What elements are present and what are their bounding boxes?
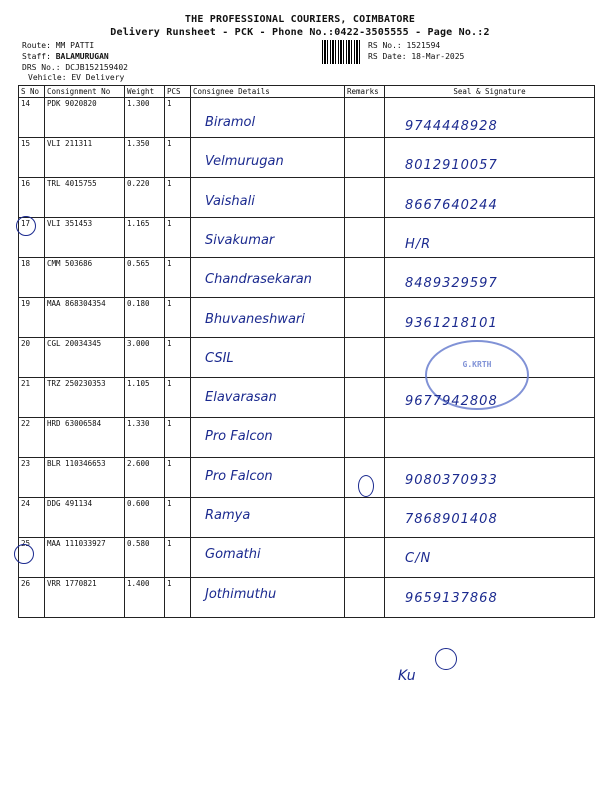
- cell-sno: 20: [19, 338, 45, 378]
- signature-phone: 9659137868: [405, 590, 498, 606]
- table-row: [19, 498, 595, 538]
- cell-consignment: BLR 110346653: [45, 458, 125, 498]
- cell-weight: 0.580: [125, 538, 165, 578]
- cell-sno: 22: [19, 418, 45, 458]
- vehicle-info: Vehicle: EV Delivery: [28, 73, 125, 82]
- barcode: [322, 40, 362, 64]
- row-23-circle-mark: [358, 475, 374, 497]
- consignee-name: Velmurugan: [205, 154, 284, 170]
- cell-weight: 3.000: [125, 338, 165, 378]
- signature-phone: 8012910057: [405, 158, 498, 174]
- cell-sno: 23: [19, 458, 45, 498]
- footer-initials: Ku: [398, 668, 416, 684]
- cell-weight: 2.600: [125, 458, 165, 498]
- signature-phone: 9361218101: [405, 315, 498, 331]
- route-info: Route: MM PATTI: [22, 41, 95, 50]
- signature-phone: 8489329597: [405, 276, 498, 292]
- signature-phone: C/N: [405, 551, 432, 567]
- cell-weight: 1.300: [125, 98, 165, 138]
- table-row: [19, 458, 595, 498]
- cell-consignment: VLI 211311: [45, 138, 125, 178]
- consignee-name: Pro Falcon: [205, 429, 273, 445]
- consignee-name: CSIL: [205, 350, 234, 366]
- signature-phone: 8667640244: [405, 197, 498, 213]
- cell-remarks: [345, 578, 385, 618]
- document-subtitle: Delivery Runsheet - PCK - Phone No.:0422-3505555 - Page No.:2: [110, 27, 490, 38]
- cell-weight: 0.180: [125, 298, 165, 338]
- table-row: [19, 578, 595, 618]
- consignee-name: Bhuvaneshwari: [205, 311, 305, 327]
- cell-remarks: [345, 218, 385, 258]
- cell-remarks: [345, 178, 385, 218]
- consignee-name: Gomathi: [205, 547, 261, 563]
- cell-consignment: VLI 351453: [45, 218, 125, 258]
- cell-sno: 19: [19, 298, 45, 338]
- cell-remarks: [345, 138, 385, 178]
- col-pcs: PCS: [165, 86, 191, 98]
- rs-date: RS Date: 18-Mar-2025: [368, 52, 465, 61]
- cell-sno: 26: [19, 578, 45, 618]
- table-row: [19, 298, 595, 338]
- cell-sno: 14: [19, 98, 45, 138]
- cell-consignment: MAA 868304354: [45, 298, 125, 338]
- cell-pcs: 1: [165, 378, 191, 418]
- drs-number: DRS No.: DCJB152159402: [22, 63, 128, 72]
- cell-pcs: 1: [165, 538, 191, 578]
- cell-consignment: MAA 111033927: [45, 538, 125, 578]
- cell-consignment: DDG 491134: [45, 498, 125, 538]
- cell-consignment: CGL 20034345: [45, 338, 125, 378]
- cell-pcs: 1: [165, 498, 191, 538]
- col-signature: Seal & Signature: [385, 86, 595, 98]
- cell-remarks: [345, 258, 385, 298]
- cell-remarks: [345, 378, 385, 418]
- table-row: [19, 218, 595, 258]
- staff-label: Staff:: [22, 52, 56, 61]
- cell-remarks: [345, 538, 385, 578]
- cell-remarks: [345, 98, 385, 138]
- cell-sno: 21: [19, 378, 45, 418]
- cell-sno: 17: [19, 218, 45, 258]
- cell-weight: 1.350: [125, 138, 165, 178]
- consignee-name: Chandrasekaran: [205, 272, 312, 288]
- cell-pcs: 1: [165, 298, 191, 338]
- cell-weight: 1.400: [125, 578, 165, 618]
- footer-circle-mark: [435, 648, 457, 670]
- cell-sno: 18: [19, 258, 45, 298]
- consignee-name: Sivakumar: [205, 232, 275, 248]
- col-remarks: Remarks: [345, 86, 385, 98]
- stamp-text: G.KRTH: [462, 360, 492, 369]
- col-weight: Weight: [125, 86, 165, 98]
- cell-signature: [385, 418, 595, 458]
- table-row: [19, 98, 595, 138]
- cell-weight: 0.220: [125, 178, 165, 218]
- cell-pcs: 1: [165, 98, 191, 138]
- cell-consignment: TRL 4015755: [45, 178, 125, 218]
- staff-info: [22, 51, 109, 62]
- cell-sno: 25: [19, 538, 45, 578]
- cell-remarks: [345, 498, 385, 538]
- col-sno: S No: [19, 86, 45, 98]
- table-row: [19, 538, 595, 578]
- consignee-name: Vaishali: [205, 193, 255, 209]
- signature-phone: 9080370933: [405, 472, 498, 488]
- cell-consignment: HRD 63006584: [45, 418, 125, 458]
- cell-remarks: [345, 338, 385, 378]
- consignee-name: Pro Falcon: [205, 468, 273, 484]
- table-header: [19, 86, 595, 98]
- cell-pcs: 1: [165, 258, 191, 298]
- cell-pcs: 1: [165, 578, 191, 618]
- col-consignee: Consignee Details: [191, 86, 345, 98]
- row-17-circle-mark: [16, 216, 36, 236]
- cell-pcs: 1: [165, 418, 191, 458]
- table-row: [19, 418, 595, 458]
- cell-consignment: CMM 503686: [45, 258, 125, 298]
- table-row: [19, 138, 595, 178]
- signature-phone: 7868901408: [405, 512, 498, 527]
- signature-phone: H/R: [405, 236, 432, 252]
- table-row: [19, 178, 595, 218]
- consignee-name: Ramya: [205, 508, 251, 523]
- cell-consignment: TRZ 250230353: [45, 378, 125, 418]
- consignee-name: Biramol: [205, 115, 256, 130]
- cell-weight: 1.330: [125, 418, 165, 458]
- consignee-name: Jothimuthu: [205, 586, 277, 602]
- cell-consignment: PDK 9020820: [45, 98, 125, 138]
- consignee-name: Elavarasan: [205, 390, 277, 406]
- document-title: THE PROFESSIONAL COURIERS, COIMBATORE: [184, 14, 416, 25]
- cell-remarks: [345, 418, 385, 458]
- cell-sno: 24: [19, 498, 45, 538]
- cell-pcs: 1: [165, 218, 191, 258]
- cell-pcs: 1: [165, 338, 191, 378]
- cell-pcs: 1: [165, 458, 191, 498]
- cell-pcs: 1: [165, 178, 191, 218]
- col-consignment: Consignment No: [45, 86, 125, 98]
- cell-pcs: 1: [165, 138, 191, 178]
- cell-weight: 0.600: [125, 498, 165, 538]
- cell-consignment: VRR 1770821: [45, 578, 125, 618]
- cell-remarks: [345, 298, 385, 338]
- cell-weight: 1.105: [125, 378, 165, 418]
- signature-phone: 9744448928: [405, 119, 498, 134]
- signature-phone: 9677942808: [405, 394, 498, 410]
- cell-sno: 16: [19, 178, 45, 218]
- staff-name: BALAMURUGAN: [55, 52, 109, 61]
- rs-number: RS No.: 1521594: [368, 41, 441, 50]
- cell-weight: 0.565: [125, 258, 165, 298]
- cell-weight: 1.165: [125, 218, 165, 258]
- row-25-circle-mark: [14, 544, 34, 564]
- cell-sno: 15: [19, 138, 45, 178]
